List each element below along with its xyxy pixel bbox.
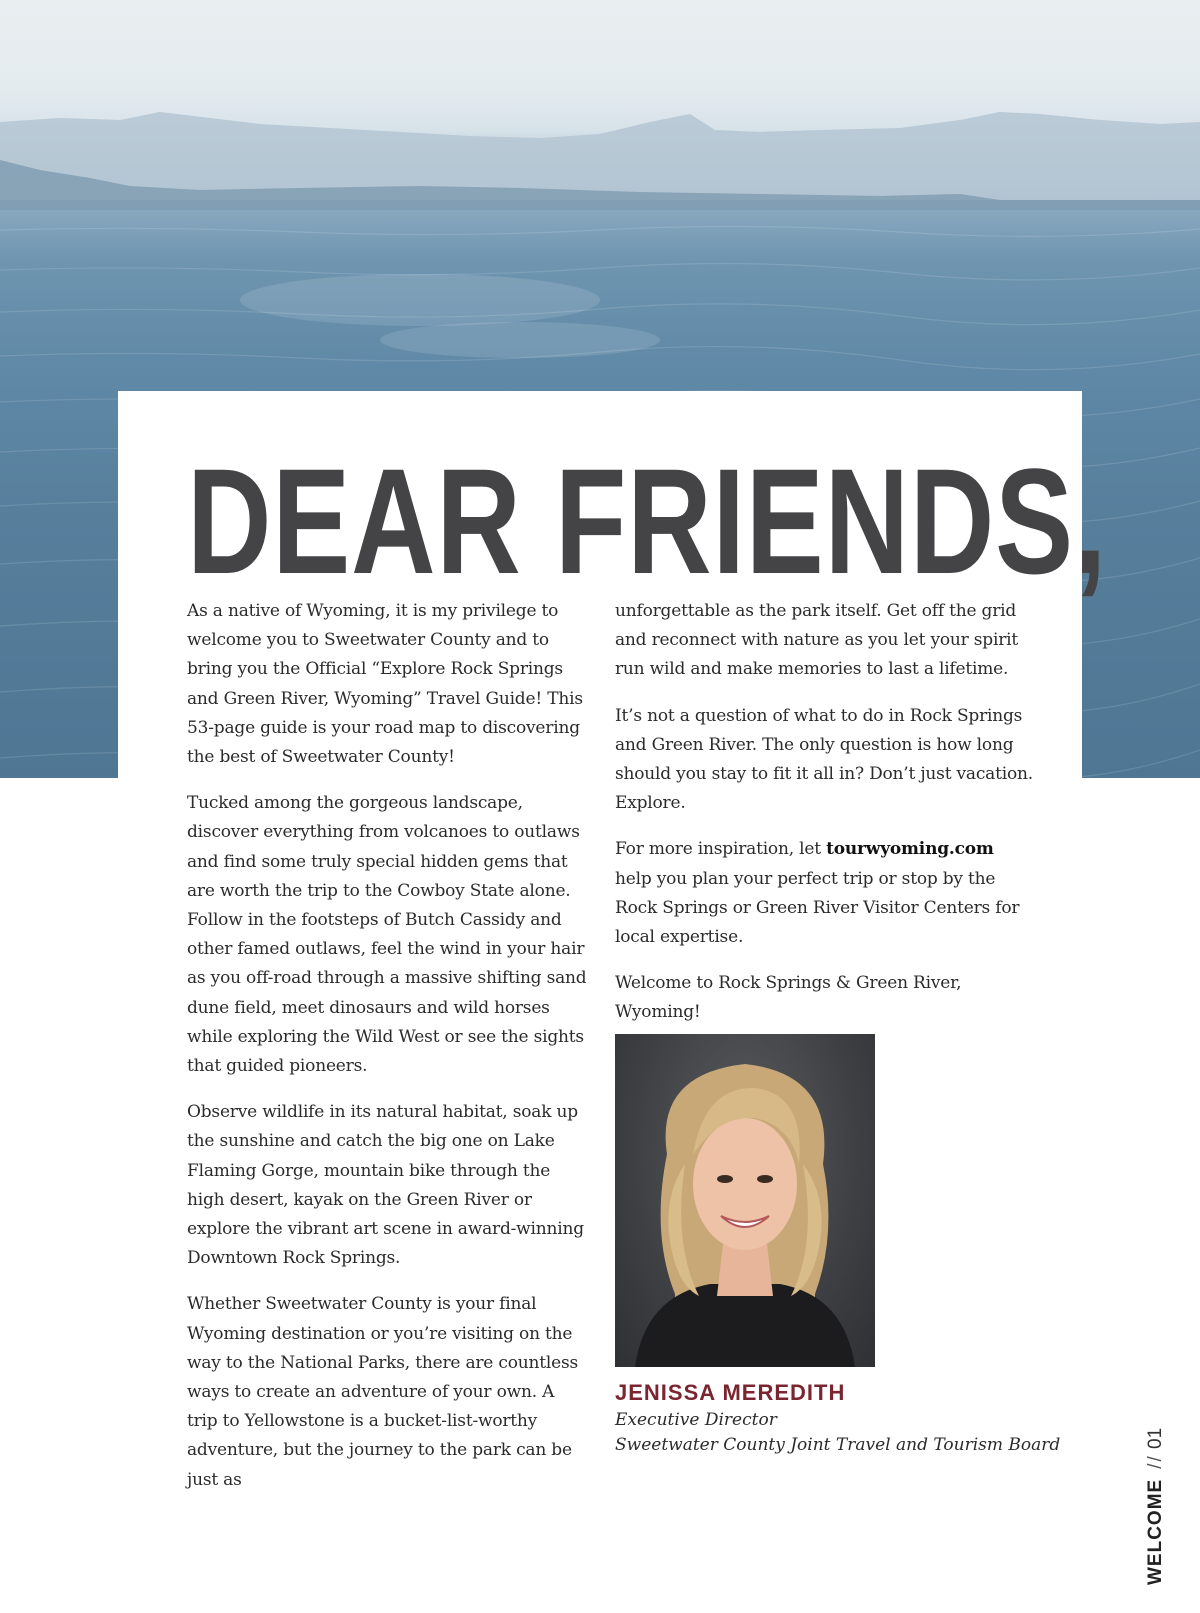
paragraph-text: For more inspiration, let — [615, 839, 827, 860]
letter-right-column — [615, 597, 1035, 1045]
letter-left-column — [187, 597, 587, 1512]
letter-paragraph: Tucked among the gorgeous landscape, discover everything from volcanoes to outlaws and find some truly special hidden gems that are worth the trip to the Cowboy State alone. Follow in the footsteps of Butch Cassidy and other famed outlaws, feel the wind in your hair as you off-road through a massive shifting sand dune field, meet dinosaurs and wild horses while exploring the Wild West or see the sights that guided pioneers. — [187, 793, 587, 1077]
eye-right — [757, 1175, 773, 1183]
page-folio — [1145, 1428, 1167, 1585]
far-mountain-range — [0, 112, 1200, 200]
letter-paragraph: Observe wildlife in its natural habitat, soak up the sunshine and catch the big one on Lake Flaming Gorge, mountain bike through the high desert, kayak on the Green River or explore the vibrant art scene in award-winning Downtown Rock Springs. — [187, 1102, 584, 1269]
portrait-illustration — [615, 1034, 875, 1367]
letter-paragraph: Whether Sweetwater County is your final Wyoming destination or you’re visiting on the way to the National Parks, there are countless ways to create an adventure of your own. A trip to Yellowstone is a bucket-list-worthy adventure, but the journey to the park can be just as — [187, 1294, 579, 1490]
eye-left — [717, 1175, 733, 1183]
neck — [717, 1244, 773, 1296]
section-label: WELCOME — [1145, 1478, 1166, 1585]
letter-paragraph: Welcome to Rock Springs & Green River, Wyoming! — [615, 973, 962, 1023]
letter-paragraph — [615, 835, 1035, 952]
paragraph-text: help you plan your perfect trip or stop by the Rock Springs or Green River Visitor Centers for local expertise. — [615, 868, 1020, 948]
page-title: DEAR FRIENDS, — [187, 437, 1108, 605]
page-number: 01 — [1145, 1427, 1166, 1449]
letter-paragraph: It’s not a question of what to do in Rock Springs and Green River. The only question is how long should you stay to fit it all in? Don’t just vacation. Explore. — [615, 705, 1033, 814]
water-glare — [240, 274, 660, 358]
author-portrait — [615, 1034, 875, 1367]
signature-title: Executive Director — [615, 1410, 777, 1430]
signature-organization: Sweetwater County Joint Travel and Tourism Board — [615, 1435, 1061, 1455]
letter-paragraph: As a native of Wyoming, it is my privilege to welcome you to Sweetwater County and to bring you the Official “Explore Rock Springs and Green River, Wyoming” Travel Guide! This 53-page guide is your road map to discovering the best of Sweetwater County! — [187, 601, 583, 768]
letter-paragraph: unforgettable as the park itself. Get off the grid and reconnect with nature as you let your spirit run wild and make memories to last a lifetime. — [615, 601, 1018, 680]
website-link[interactable]: tourwyoming.com — [826, 839, 994, 860]
jacket — [635, 1284, 855, 1367]
folio-separator: // — [1145, 1454, 1166, 1469]
signature-name: JENISSA MEREDITH — [615, 1380, 846, 1405]
face — [693, 1118, 797, 1250]
